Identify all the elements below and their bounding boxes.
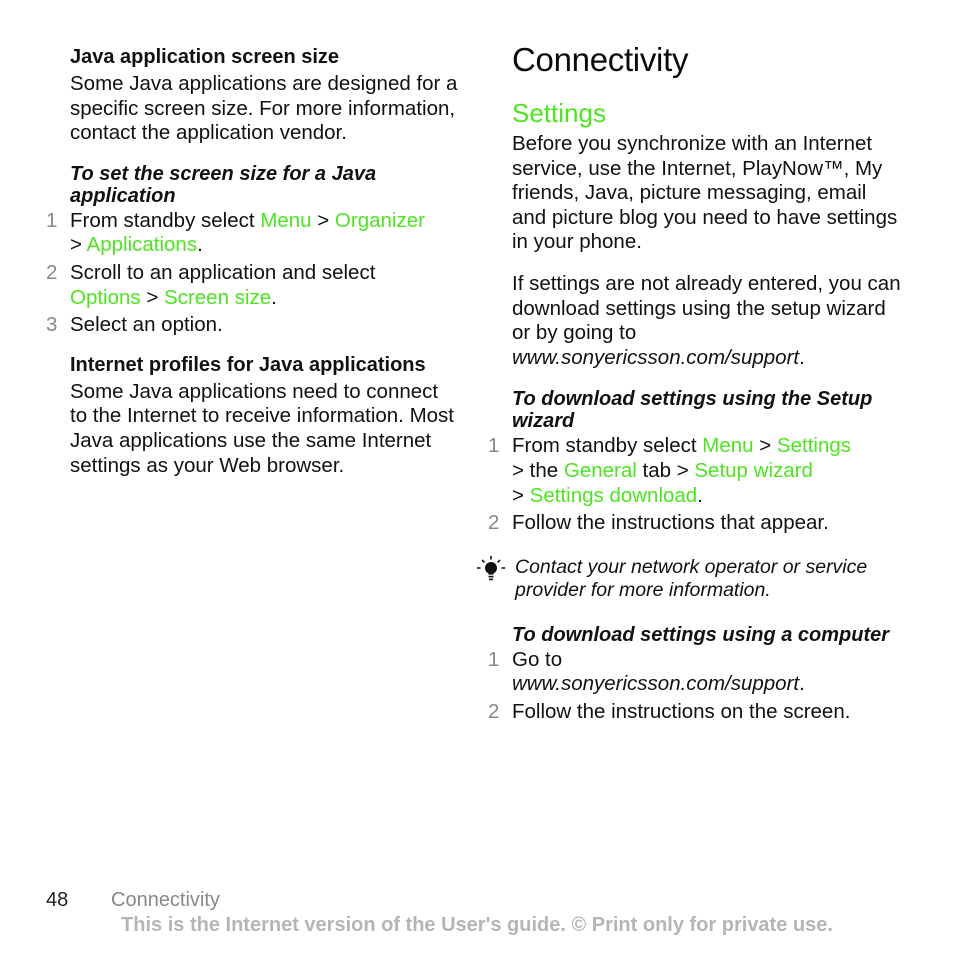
step-1: 1 From standby select Menu > Settings > the General tab > Setup wizard > Settings download. bbox=[488, 434, 851, 507]
procedure-steps-computer bbox=[488, 647, 902, 725]
menu-link: Menu bbox=[260, 208, 312, 232]
page-number: 48 bbox=[46, 889, 69, 911]
right-column bbox=[488, 40, 902, 728]
settings-download-link: Settings download bbox=[529, 483, 698, 507]
screen-size-link: Screen size bbox=[164, 285, 272, 309]
lightbulb-icon bbox=[476, 554, 506, 584]
procedure-steps-setup-wizard bbox=[488, 434, 902, 535]
step-2: 2 Scroll to an application and select Options > Screen size. bbox=[46, 260, 376, 309]
menu-link: Menu bbox=[702, 434, 754, 458]
footer-section-name: Connectivity bbox=[111, 889, 220, 911]
step-1: 1 Go to www.sonyericsson.com/support. bbox=[488, 647, 805, 696]
footer-copyright-note: This is the Internet version of the User's guide. © Print only for private use. bbox=[121, 914, 833, 936]
section-body-internet-profiles: Some Java applications need to connect to the Internet to receive information. Most Java applications use the same Internet settings as your Web browser. bbox=[70, 379, 454, 477]
options-link: Options bbox=[70, 285, 141, 309]
organizer-link: Organizer bbox=[334, 208, 425, 232]
step-2: 2 Follow the instructions on the screen. bbox=[488, 699, 851, 723]
section-heading-screen-size: Java application screen size bbox=[70, 46, 340, 68]
section-body-screen-size: Some Java applications are designed for a specific screen size. For more information, contact the application vendor. bbox=[70, 72, 458, 145]
procedure-heading-setup-wizard: To download settings using the Setup wizard bbox=[512, 388, 873, 433]
applications-link: Applications bbox=[86, 233, 198, 257]
section-heading-internet-profiles: Internet profiles for Java applications bbox=[70, 353, 426, 376]
section-title-settings: Settings bbox=[512, 98, 606, 128]
settings-link: Settings bbox=[776, 434, 851, 458]
procedure-heading-computer: To download settings using a computer bbox=[512, 623, 890, 646]
settings-intro: Before you synchronize with an Internet service, use the Internet, PlayNow™, My friends, Java, picture messaging, email and picture blog you need to have settings in your phone. bbox=[512, 132, 898, 254]
setup-wizard-link: Setup wizard bbox=[694, 458, 813, 482]
step-1: 1 From standby select Menu > Organizer > Applications. bbox=[46, 208, 425, 257]
support-url: www.sonyericsson.com/support bbox=[512, 345, 800, 369]
settings-download-info: If settings are not already entered, you can download settings using the setup wizard or by going to www.sonyericsson.com/support. bbox=[512, 271, 901, 369]
step-3: 3 Select an option. bbox=[46, 313, 223, 337]
page-title: Connectivity bbox=[512, 41, 689, 78]
step-2: 2 Follow the instructions that appear. bbox=[488, 511, 829, 535]
procedure-heading-screen-size: To set the screen size for a Java application bbox=[70, 162, 377, 207]
general-tab-link: General bbox=[563, 458, 637, 482]
support-url: www.sonyericsson.com/support bbox=[512, 672, 800, 696]
tip-text: Contact your network operator or service provider for more information. bbox=[515, 555, 868, 601]
tip-note bbox=[512, 556, 902, 602]
left-column bbox=[46, 44, 460, 478]
procedure-steps-screen-size bbox=[46, 208, 460, 338]
